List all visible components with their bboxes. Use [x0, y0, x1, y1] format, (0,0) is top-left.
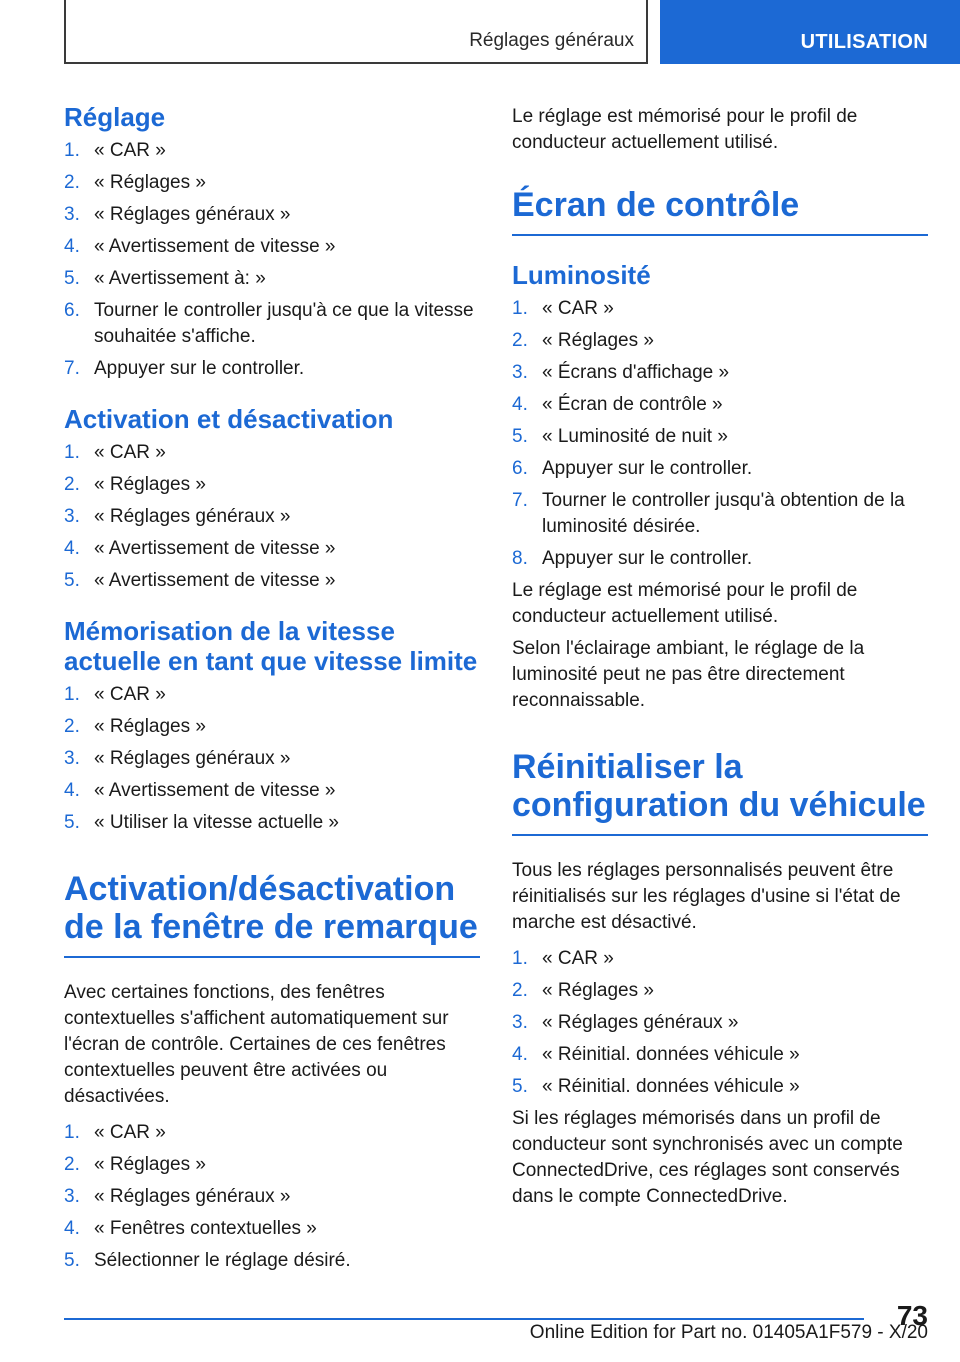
list-item: [64, 298, 480, 350]
list-item: [512, 360, 928, 386]
list-item: [64, 170, 480, 196]
heading-reglage: Réglage: [64, 102, 166, 132]
list-item: [512, 424, 928, 450]
list-item: [512, 978, 928, 1004]
heading-ecran-controle: Écran de contrôle: [512, 186, 928, 236]
list-item: [64, 536, 480, 562]
step-number: 4.: [64, 236, 80, 257]
step-number: 3.: [64, 204, 80, 225]
step-number: 7.: [64, 358, 80, 379]
step-text: « Réglages généraux »: [94, 748, 291, 769]
list-item: [512, 488, 928, 540]
section-luminosite: [512, 260, 928, 714]
header-section-box: [64, 0, 648, 64]
step-number: 1.: [64, 442, 80, 463]
list-item: [512, 392, 928, 418]
list-item: [512, 296, 928, 322]
section-fenetre-remarque: [64, 870, 480, 1274]
list-item: [512, 456, 928, 482]
list-item: [64, 1120, 480, 1146]
step-text: « Utiliser la vitesse actuelle »: [94, 812, 339, 833]
step-text: Appuyer sur le controller.: [94, 358, 305, 379]
step-number: 4.: [64, 1218, 80, 1239]
step-number: 4.: [64, 780, 80, 801]
heading-fenetre-remarque: Activation/désactivation de la fenêtre de remarque: [64, 870, 480, 958]
list-item: [512, 946, 928, 972]
heading-luminosite: Luminosité: [512, 260, 651, 290]
header-chapter-tab: [660, 0, 960, 64]
step-text: « Avertissement de vitesse »: [94, 570, 336, 591]
step-number: 5.: [512, 1076, 528, 1097]
list-item: [64, 234, 480, 260]
list-item: [64, 1248, 480, 1274]
step-number: 1.: [512, 948, 528, 969]
step-number: 1.: [64, 684, 80, 705]
step-number: 4.: [512, 394, 528, 415]
step-text: Tourner le controller jusqu'à obtention de la luminosité désirée.: [542, 490, 905, 537]
list-item: [64, 472, 480, 498]
step-number: 2.: [512, 980, 528, 1001]
step-text: « Écran de contrôle »: [542, 394, 723, 415]
steps-activation: [64, 440, 480, 594]
list-item: [64, 440, 480, 466]
step-number: 3.: [64, 506, 80, 527]
paragraph-connecteddrive: Si les réglages mémorisés dans un profil de conducteur sont synchronisés avec un compte ConnectedDrive, ces réglages sont conservés dans le compte ConnectedDrive.: [512, 1108, 903, 1207]
list-item: [512, 1010, 928, 1036]
step-number: 3.: [64, 748, 80, 769]
step-number: 5.: [64, 570, 80, 591]
step-number: 4.: [64, 538, 80, 559]
list-item: [64, 1152, 480, 1178]
step-text: « Réglages »: [94, 716, 206, 737]
step-text: « Réinitial. données véhicule »: [542, 1076, 800, 1097]
step-text: Appuyer sur le controller.: [542, 458, 753, 479]
section-reglage: [64, 102, 480, 382]
step-number: 5.: [64, 1250, 80, 1271]
step-text: « Réglages généraux »: [94, 506, 291, 527]
paragraph-reinitialiser: Tous les réglages personnalisés peuvent être réinitialisés sur les réglages d'usine si l'état de marche est désactivé.: [512, 860, 901, 933]
heading-reinitialiser: Réinitialiser la configuration du véhicule: [512, 748, 928, 836]
step-text: « CAR »: [94, 1122, 166, 1143]
list-item: [512, 546, 928, 572]
steps-fenetre-remarque: [64, 1120, 480, 1274]
step-text: Tourner le controller jusqu'à ce que la vitesse souhaitée s'affiche.: [94, 300, 474, 347]
step-number: 2.: [64, 172, 80, 193]
list-item: [64, 138, 480, 164]
section-activation: [64, 404, 480, 594]
list-item: [64, 202, 480, 228]
list-item: [64, 778, 480, 804]
step-text: « Écrans d'affichage »: [542, 362, 730, 383]
step-number: 7.: [512, 490, 528, 511]
footer-edition: Online Edition for Part no. 01405A1F579 - X/20: [529, 1322, 928, 1343]
header-chapter-label: UTILISATION: [800, 31, 928, 53]
list-item: [512, 1042, 928, 1068]
step-text: « CAR »: [94, 442, 166, 463]
left-column: [64, 96, 480, 1280]
header-section-title: Réglages généraux: [469, 30, 634, 51]
step-number: 3.: [512, 362, 528, 383]
step-text: « CAR »: [94, 140, 166, 161]
step-text: Sélectionner le réglage désiré.: [94, 1250, 351, 1271]
step-text: « Réglages »: [542, 330, 654, 351]
list-item: [64, 568, 480, 594]
section-ecran-controle: [512, 186, 928, 236]
step-text: « Réglages »: [94, 172, 206, 193]
step-text: Appuyer sur le controller.: [542, 548, 753, 569]
step-text: « Réinitial. données véhicule »: [542, 1044, 800, 1065]
step-text: « Réglages généraux »: [94, 1186, 291, 1207]
step-text: « Luminosité de nuit »: [542, 426, 728, 447]
list-item: [64, 356, 480, 382]
steps-reglage: [64, 138, 480, 382]
footer-rule: [64, 1318, 864, 1320]
step-number: 3.: [512, 1012, 528, 1033]
list-item: [64, 1216, 480, 1242]
list-item: [512, 1074, 928, 1100]
paragraph-luminosite-eclairage: Selon l'éclairage ambiant, le réglage de la luminosité peut ne pas être directement reconnaissable.: [512, 638, 865, 711]
step-text: « Avertissement de vitesse »: [94, 236, 336, 257]
step-number: 6.: [64, 300, 80, 321]
steps-reinitialiser: [512, 946, 928, 1100]
paragraph-profil-intro: Le réglage est mémorisé pour le profil de conducteur actuellement utilisé.: [512, 106, 858, 153]
step-text: « Avertissement de vitesse »: [94, 538, 336, 559]
paragraph-fenetre-remarque: Avec certaines fonctions, des fenêtres contextuelles s'affichent automatiquement sur l'écran de contrôle. Certaines de ces fenêtres contextuelles peuvent être activées ou désactivées.: [64, 982, 449, 1107]
step-number: 5.: [512, 426, 528, 447]
step-number: 5.: [64, 268, 80, 289]
step-number: 1.: [64, 1122, 80, 1143]
steps-luminosite: [512, 296, 928, 572]
step-number: 2.: [64, 474, 80, 495]
heading-activation: Activation et désactivation: [64, 404, 394, 434]
step-text: « CAR »: [94, 684, 166, 705]
list-item: [64, 682, 480, 708]
list-item: [64, 266, 480, 292]
step-text: « Réglages »: [94, 1154, 206, 1175]
step-number: 5.: [64, 812, 80, 833]
step-text: « Avertissement de vitesse »: [94, 780, 336, 801]
step-number: 2.: [64, 1154, 80, 1175]
step-number: 2.: [512, 330, 528, 351]
step-number: 3.: [64, 1186, 80, 1207]
step-number: 2.: [64, 716, 80, 737]
page-number: 73: [896, 1300, 928, 1331]
heading-memorisation: Mémorisation de la vitesse actuelle en tant que vitesse limite: [64, 616, 478, 676]
step-number: 1.: [64, 140, 80, 161]
steps-memorisation: [64, 682, 480, 836]
paragraph-luminosite-profil: Le réglage est mémorisé pour le profil de conducteur actuellement utilisé.: [512, 580, 858, 627]
list-item: [64, 810, 480, 836]
step-text: « Réglages généraux »: [94, 204, 291, 225]
step-text: « Fenêtres contextuelles »: [94, 1218, 317, 1239]
step-text: « Avertissement à: »: [94, 268, 266, 289]
step-text: « Réglages généraux »: [542, 1012, 739, 1033]
list-item: [64, 714, 480, 740]
list-item: [64, 504, 480, 530]
step-number: 8.: [512, 548, 528, 569]
list-item: [64, 746, 480, 772]
step-text: « Réglages »: [94, 474, 206, 495]
step-number: 4.: [512, 1044, 528, 1065]
list-item: [64, 1184, 480, 1210]
step-text: « CAR »: [542, 948, 614, 969]
step-number: 6.: [512, 458, 528, 479]
step-number: 1.: [512, 298, 528, 319]
section-memorisation: [64, 616, 480, 836]
section-reinitialiser: [512, 748, 928, 1210]
list-item: [512, 328, 928, 354]
step-text: « Réglages »: [542, 980, 654, 1001]
right-column: [512, 96, 928, 1216]
step-text: « CAR »: [542, 298, 614, 319]
